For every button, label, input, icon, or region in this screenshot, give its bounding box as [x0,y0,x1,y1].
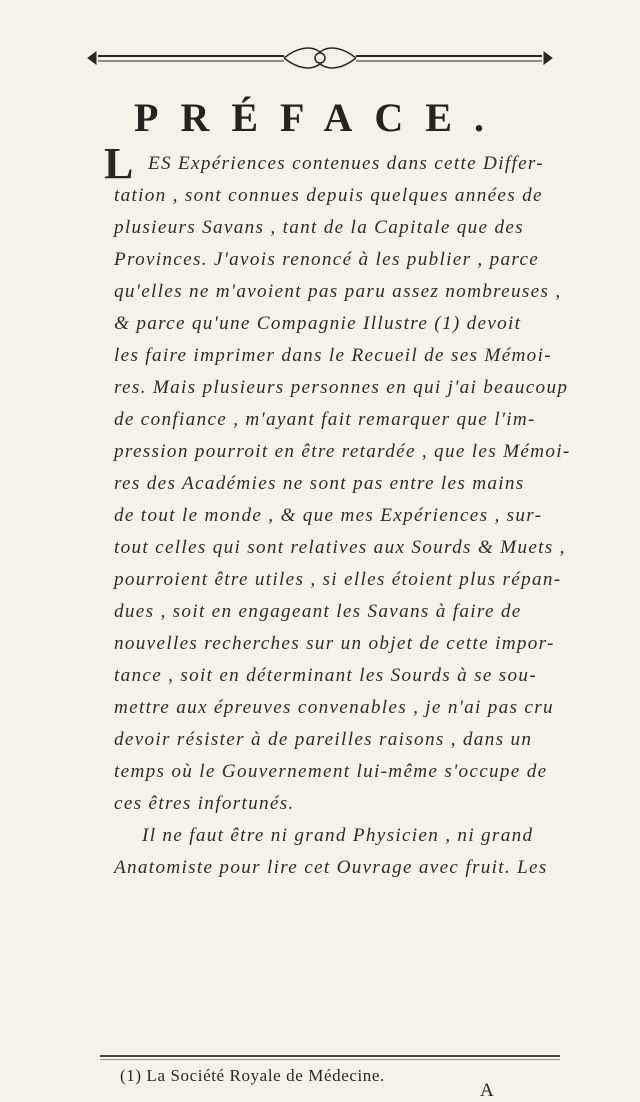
body-text [104,139,571,884]
ornamental-header-band [84,44,556,72]
signature-mark: A [480,1080,494,1101]
text-line: de tout le monde , & que mes Expériences , sur- [114,505,543,526]
page-title: PRÉFACE. [134,95,506,140]
text-line: res. Mais plusieurs personnes en qui j'ai beaucoup [114,377,569,398]
text-line: plusieurs Savans , tant de la Capitale que des [114,217,524,238]
text-line: ES Expériences contenues dans cette Differ- [148,153,544,174]
footnote: (1) La Société Royale de Médecine. [120,1066,385,1085]
text-line: temps où le Gouvernement lui-même s'occupe de [114,761,548,782]
footnote-rule [100,1055,560,1057]
text-line: pression pourroit en être retardée , que les Mémoi- [114,441,571,462]
text-line: qu'elles ne m'avoient pas paru assez nombreuses , [114,281,562,302]
text-line: tout celles qui sont relatives aux Sourds & Muets , [114,537,566,558]
text-line: tance , soit en déterminant les Sourds à se sou- [114,665,538,686]
footnote-rule-thin [100,1059,560,1060]
text-line: res des Académies ne sont pas entre les mains [114,473,525,494]
text-line: mettre aux épreuves convenables , je n'ai pas cru [114,697,554,718]
text-line: Il ne faut être ni grand Physicien , ni grand [142,825,534,846]
text-line: pourroient être utiles , si elles étoient plus répan- [114,569,562,590]
text-line: les faire imprimer dans le Recueil de ses Mémoi- [114,345,552,366]
text-line: tation , sont connues depuis quelques années de [114,185,543,206]
text-line: nouvelles recherches sur un objet de cette impor- [114,633,555,654]
drop-cap-letter: L [104,139,135,188]
text-line: devoir résister à de pareilles raisons , dans un [114,729,533,750]
text-line: & parce qu'une Compagnie Illustre (1) devoit [114,313,522,334]
text-line: Anatomiste pour lire cet Ouvrage avec fruit. Les [114,857,548,878]
text-line: de confiance , m'ayant fait remarquer que l'im- [114,409,536,430]
text-line: ces êtres infortunés. [114,793,295,814]
text-line: dues , soit en engageant les Savans à faire de [114,601,522,622]
text-line: Provinces. J'avois renoncé à les publier , parce [114,249,540,270]
